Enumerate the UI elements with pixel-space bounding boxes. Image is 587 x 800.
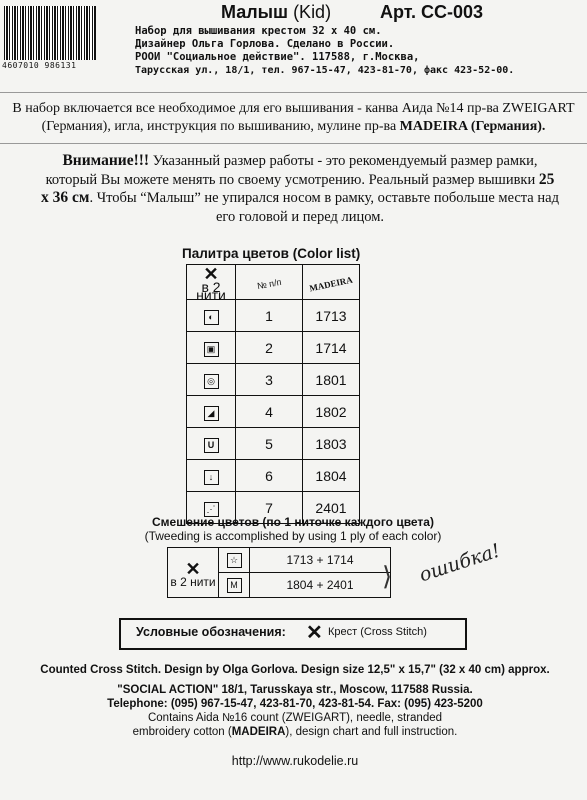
handwritten-note: ошибка!	[416, 539, 503, 587]
np-header	[236, 265, 303, 300]
includes-text	[8, 100, 579, 136]
code-cell: 1714	[303, 332, 360, 364]
num-cell: 7	[236, 492, 303, 524]
blend-table	[167, 547, 391, 598]
divider	[0, 92, 587, 93]
madeira-label: MADEIRA	[308, 274, 354, 294]
num-cell: 1	[236, 300, 303, 332]
blend-title	[118, 515, 468, 543]
contents-part: ), design chart and full instruction.	[285, 725, 458, 738]
header-line: Дизайнер Ольга Горлова. Сделано в России.	[135, 38, 395, 50]
table-header-row	[187, 265, 360, 300]
code-cell: 1713	[303, 300, 360, 332]
m-icon: M	[227, 578, 242, 593]
symbol-icon: U	[204, 438, 219, 453]
contents-part: embroidery cotton (	[132, 725, 232, 738]
symbol-cell	[187, 460, 236, 492]
title-en: (Kid)	[293, 2, 332, 22]
barcode	[4, 6, 96, 60]
header-info	[135, 25, 514, 77]
barcode-number: 4607010 986131	[2, 61, 77, 70]
symbol-icon: ⋰	[204, 502, 219, 517]
legend-label: Условные обозначения:	[136, 625, 286, 639]
symbol-cell	[187, 428, 236, 460]
symbol-cell	[187, 396, 236, 428]
blend-cross-cell	[168, 548, 219, 598]
code-cell: 2401	[303, 492, 360, 524]
english-design-line: Counted Cross Stitch. Design by Olga Gorlova. Design size 12,5" x 15,7" (32 x 40 cm) approx.	[40, 664, 550, 676]
code-cell: 1801	[303, 364, 360, 396]
color-table	[186, 264, 360, 524]
star-icon: ☆	[227, 553, 242, 568]
contents-madeira: MADEIRA	[231, 725, 286, 738]
num-cell: 5	[236, 428, 303, 460]
symbol-cell	[219, 573, 250, 598]
palette-title-ru: Палитра цветов	[182, 246, 289, 261]
symbol-cell	[187, 364, 236, 396]
title-ru: Малыш	[221, 2, 289, 22]
table-row	[187, 460, 360, 492]
code-cell: 1803	[303, 428, 360, 460]
embroidery-size: 25 х 36 см	[41, 170, 555, 206]
contents-line	[10, 726, 580, 740]
includes-line: В набор включается все необходимое для его вышивания - канва Аида №14 пр-ва ZWEIGART	[12, 101, 575, 116]
table-row	[187, 332, 360, 364]
includes-text-part: (Германия), игла, инструкция по вышиванию, мулине пр-ва	[41, 119, 400, 134]
table-row	[187, 396, 360, 428]
symbol-icon: ↓	[204, 470, 219, 485]
divider	[0, 143, 587, 144]
phone-line: Telephone: (095) 967-15-47, 423-81-70, 423-81-54. Fax: (095) 423-5200	[107, 697, 483, 710]
symbol-cell	[187, 300, 236, 332]
header-line: Набор для вышивания крестом 32 х 40 см.	[135, 25, 382, 37]
page-title	[221, 2, 331, 23]
attention-body-2: . Чтобы “Малыш” не упирался носом в рамку, оставьте побольше места над его головой и перед лицом.	[89, 190, 559, 225]
num-cell: 4	[236, 396, 303, 428]
palette-title-en: (Color list)	[292, 246, 361, 261]
num-cell: 3	[236, 364, 303, 396]
contents-line: Contains Aida №16 count (ZWEIGART), needle, stranded	[147, 712, 443, 724]
symbol-icon: ◐	[204, 310, 219, 325]
table-row	[187, 428, 360, 460]
english-address	[10, 684, 580, 711]
table-row	[168, 548, 391, 573]
cross-sub-label: в 2 нити	[196, 279, 226, 303]
attention-text	[40, 152, 560, 226]
attention-body: Указанный размер работы - это рекомендуемый размер рамки, который Вы можете менять по своему усмотрению. Реальный размер вышивки	[45, 153, 539, 188]
palette-title	[182, 246, 360, 261]
legend-cross-text: Крест (Cross Stitch)	[328, 626, 427, 638]
symbol-icon: ▣	[204, 342, 219, 357]
madeira-header	[303, 265, 360, 300]
bracket-mark: ⟩	[382, 561, 393, 591]
header-line: Тарусская ул., 18/1, тел. 967-15-47, 423-81-70, факс 423-52-00.	[135, 65, 515, 76]
symbol-cell	[187, 332, 236, 364]
english-contents	[10, 712, 580, 739]
includes-line	[8, 118, 579, 136]
symbol-cell	[219, 548, 250, 573]
article-number: Арт. СС-003	[380, 2, 484, 22]
table-row	[187, 364, 360, 396]
blend-sub-label: в 2 нити	[170, 574, 216, 589]
blend-subtitle: (Tweeding is accomplished by using 1 ply of each color)	[144, 529, 442, 543]
includes-madeira: MADEIRA (Германия).	[399, 119, 546, 134]
symbol-icon: ◢	[204, 406, 219, 421]
num-cell: 2	[236, 332, 303, 364]
table-row	[187, 300, 360, 332]
address-line: "SOCIAL ACTION" 18/1, Tarusskaya str., Moscow, 117588 Russia.	[117, 684, 473, 696]
website-link[interactable]: http://www.rukodelie.ru	[231, 754, 359, 768]
mix-cell: 1804 + 2401	[250, 573, 391, 598]
blend-title-ru: Смешение цветов (по 1 ниточке каждого цвета)	[152, 515, 434, 529]
mix-cell: 1713 + 1714	[250, 548, 391, 573]
num-cell: 6	[236, 460, 303, 492]
cross-icon: ✕	[306, 622, 323, 644]
cross-icon: ✕	[203, 264, 219, 284]
symbol-icon: ◎	[204, 374, 219, 389]
code-cell: 1802	[303, 396, 360, 428]
cross-icon: ✕	[185, 558, 201, 579]
attention-label: Внимание!!!	[62, 152, 150, 169]
np-label: № п/п	[256, 276, 282, 292]
cross-header	[187, 264, 236, 303]
header-line: РООИ "Социальное действие". 117588, г.Москва,	[135, 51, 420, 63]
code-cell: 1804	[303, 460, 360, 492]
